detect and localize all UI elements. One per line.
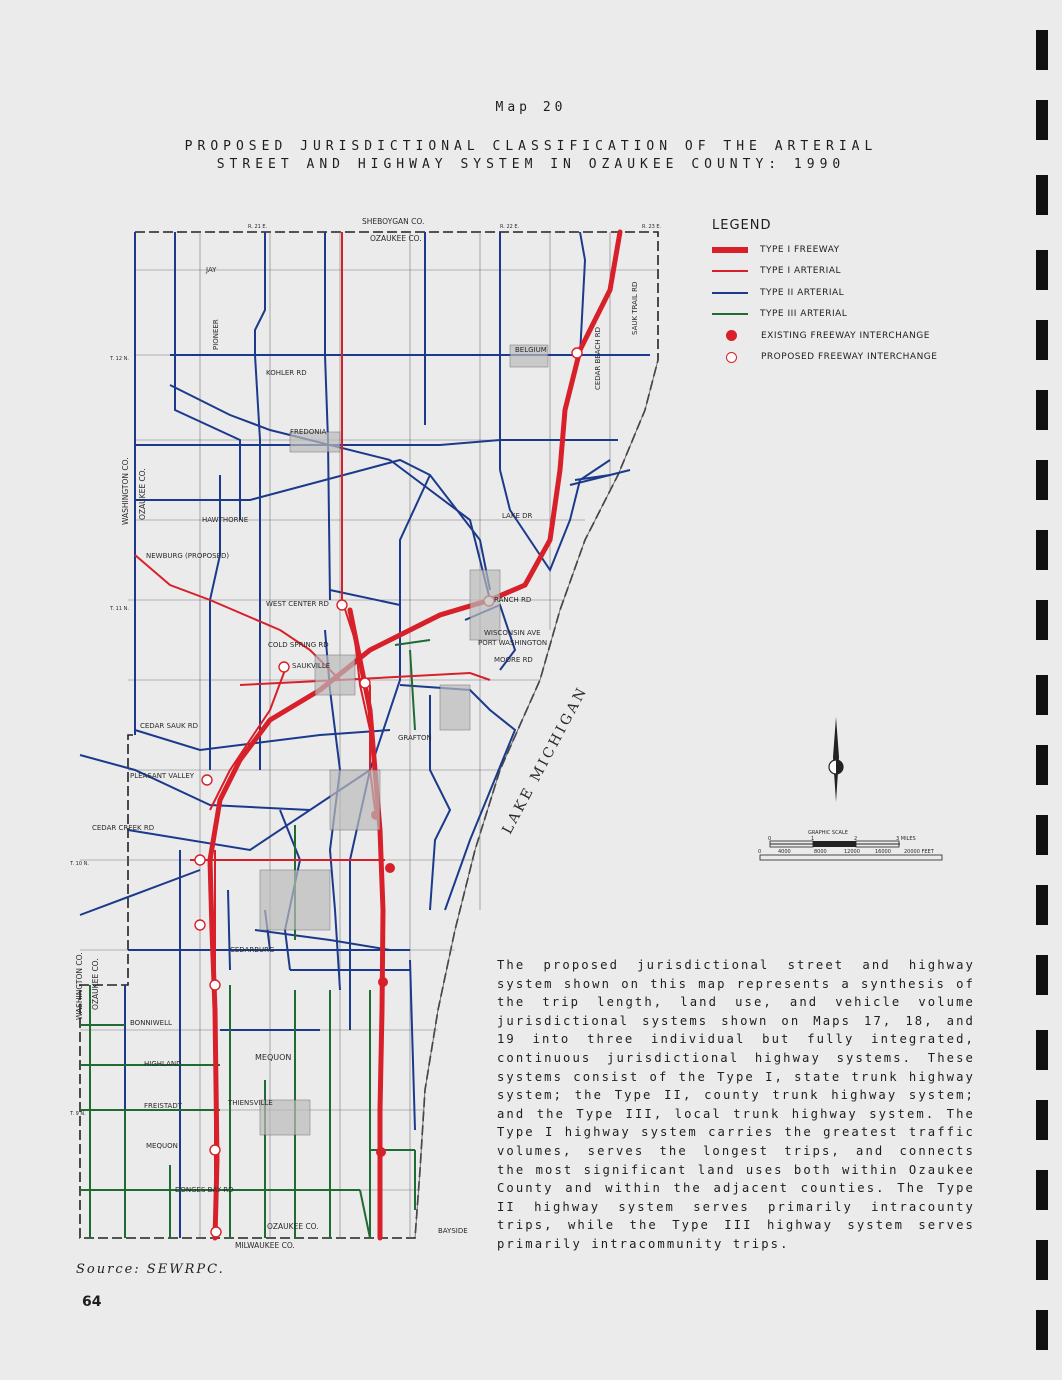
label-county-bottom-sub: OZAUKEE CO. <box>267 1222 319 1231</box>
label-road: DONGES BAY RD <box>175 1186 234 1194</box>
label-road: WEST CENTER RD <box>266 600 329 608</box>
label-place: BAYSIDE <box>438 1227 468 1235</box>
label-place: THIENSVILLE <box>228 1099 273 1107</box>
label-road: CEDAR CREEK RD <box>92 824 155 832</box>
label-ranges: R. 22 E. <box>500 224 520 230</box>
binding-mark <box>1036 100 1048 140</box>
page-number: 64 <box>82 1294 102 1310</box>
binding-mark <box>1036 885 1048 925</box>
binding-mark <box>1036 1240 1048 1280</box>
label-road: BONNIWELL <box>130 1019 172 1027</box>
label-lake: LAKE MICHIGAN <box>499 683 592 837</box>
type-iii-arterials <box>80 640 430 1238</box>
type-iii-arterial-swatch <box>712 313 748 315</box>
scale-title: GRAPHIC SCALE <box>808 830 848 836</box>
legend-item-type-iii-arterial <box>712 304 972 326</box>
map-number: Map 20 <box>495 100 567 115</box>
proposed-interchange <box>572 348 582 358</box>
label-place: PORT WASHINGTON <box>478 639 548 647</box>
legend-item-type-ii-arterial <box>712 282 972 304</box>
existing-interchange <box>376 1147 386 1157</box>
label-place: FREDONIA <box>290 428 327 436</box>
binding-mark <box>1036 1310 1048 1350</box>
north-arrow-and-scale <box>750 712 950 872</box>
proposed-interchange <box>211 1227 221 1237</box>
binding-mark <box>1036 1100 1048 1140</box>
binding-mark <box>1036 175 1048 215</box>
label-county-west-1: WASHINGTON CO. <box>121 457 130 525</box>
label-place: CEDARBURG <box>230 946 275 954</box>
binding-mark <box>1036 320 1048 360</box>
label-road: FREISTADT <box>144 1102 183 1110</box>
label-road: KOHLER RD <box>266 369 307 377</box>
scale-mile-3: 3 MILES <box>896 836 916 842</box>
freeway-swatch <box>712 247 748 253</box>
label-place: JAY <box>206 266 217 274</box>
description-paragraph: The proposed jurisdictional street and highway system shown on this map represents a synthesis of the trip length, land use, and vehicle volume jurisdictional systems shown on Maps 17, 18, and 19 into three individual but fully integrated, continuous jurisdictional highway systems. These systems consist of the Type I, state trunk highway system; the Type II, county trunk highway system; and the Type III, local trunk highway system. The Type I highway system carries the greatest traffic volumes, serves the longest trips, and connects the most significant land uses both within Ozaukee County and within the adjacent counties. The Type II highway system serves primarily intracounty trips, while the Type III highway system serves primarily intracommunity trips. <box>497 958 975 1251</box>
label-road: CEDAR SAUK RD <box>140 722 199 730</box>
legend-item-existing-interchange <box>712 325 972 347</box>
binding-mark <box>1036 460 1048 500</box>
source-note: Source: SEWRPC. <box>76 1262 225 1277</box>
label-township: T. 12 N. <box>110 356 129 362</box>
page-title <box>0 138 1062 174</box>
label-road: COLD SPRING RD <box>268 641 329 649</box>
scale-feet-4: 16000 <box>875 849 891 855</box>
type-i-arterial-swatch <box>712 270 748 272</box>
label-county-top-sub: OZAUKEE CO. <box>370 234 422 243</box>
binding-mark <box>1036 1030 1048 1070</box>
open-dot-icon <box>726 352 737 363</box>
label-place: BELGIUM <box>515 346 547 354</box>
legend-title: LEGEND <box>712 218 772 233</box>
label-township: T. 9 N. <box>70 1111 86 1117</box>
binding-mark <box>1036 955 1048 995</box>
binding-marks <box>1036 0 1050 1380</box>
legend-label: TYPE II ARTERIAL <box>760 287 845 298</box>
scale-feet-2: 8000 <box>814 849 827 855</box>
label-road: PIONEER <box>212 319 220 350</box>
label-place: HAWTHORNE <box>202 516 249 524</box>
label-place: LAKE DR <box>502 512 533 520</box>
label-ranges: R. 23 E. <box>642 224 662 230</box>
label-township: T. 10 N. <box>70 861 89 867</box>
binding-mark <box>1036 745 1048 785</box>
legend-label: EXISTING FREEWAY INTERCHANGE <box>761 330 930 341</box>
binding-mark <box>1036 530 1048 570</box>
proposed-interchange <box>202 775 212 785</box>
legend <box>712 218 972 368</box>
title-line-1: PROPOSED JURISDICTIONAL CLASSIFICATION OF THE ARTERIAL <box>184 139 878 154</box>
label-ranges: R. 21 E. <box>248 224 268 230</box>
proposed-interchange <box>337 600 347 610</box>
label-county-west-1-sub: OZAUKEE CO. <box>138 468 147 520</box>
proposed-interchange <box>279 662 289 672</box>
legend-item-proposed-interchange <box>712 347 972 369</box>
label-road: HIGHLAND <box>144 1060 182 1068</box>
binding-mark <box>1036 1170 1048 1210</box>
binding-mark <box>1036 390 1048 430</box>
scale-mile-1: 1 <box>811 836 815 842</box>
legend-label: PROPOSED FREEWAY INTERCHANGE <box>761 352 938 363</box>
proposed-interchange <box>195 855 205 865</box>
label-place: MEQUON <box>255 1053 292 1062</box>
scale-mile-2: 2 <box>854 836 858 842</box>
proposed-interchange <box>210 1145 220 1155</box>
binding-mark <box>1036 600 1048 640</box>
label-road: WISCONSIN AVE <box>484 629 541 637</box>
scale-feet-3: 12000 <box>844 849 860 855</box>
binding-mark <box>1036 815 1048 855</box>
label-county-bottom: MILWAUKEE CO. <box>235 1241 295 1250</box>
scale-feet-5: 20000 FEET <box>904 849 934 855</box>
type-ii-arterial-swatch <box>712 292 748 294</box>
scale-feet-1: 4000 <box>778 849 791 855</box>
binding-mark <box>1036 675 1048 715</box>
label-road: MEQUON <box>146 1142 178 1150</box>
proposed-interchange <box>210 980 220 990</box>
label-place: NEWBURG (PROPOSED) <box>146 552 230 560</box>
legend-item-type-i-arterial <box>712 261 972 283</box>
label-place: SAUKVILLE <box>292 662 331 670</box>
label-county-west-2: WASHINGTON CO. <box>75 952 84 1020</box>
label-road: CEDAR BEACH RD <box>594 327 602 390</box>
label-road: RANCH RD <box>494 596 532 604</box>
filled-dot-icon <box>726 330 737 341</box>
proposed-interchange <box>360 678 370 688</box>
label-county-top: SHEBOYGAN CO. <box>362 217 425 226</box>
label-county-west-2-sub: OZAUKEE CO. <box>91 958 100 1010</box>
existing-interchange <box>378 977 388 987</box>
legend-label: TYPE I FREEWAY <box>760 244 840 255</box>
label-place: GRAFTON <box>398 734 432 742</box>
label-road: PLEASANT VALLEY <box>130 772 195 780</box>
label-township: T. 11 N. <box>110 606 129 612</box>
scale-mile-0: 0 <box>768 836 772 842</box>
proposed-interchange <box>195 920 205 930</box>
label-road: SAUK TRAIL RD <box>631 281 639 335</box>
binding-mark <box>1036 30 1048 70</box>
legend-item-freeway <box>712 239 972 261</box>
legend-label: TYPE I ARTERIAL <box>760 266 842 277</box>
legend-label: TYPE III ARTERIAL <box>760 309 848 320</box>
scale-feet-0: 0 <box>758 849 762 855</box>
binding-mark <box>1036 250 1048 290</box>
label-road: MOORE RD <box>494 656 533 664</box>
existing-interchange <box>385 863 395 873</box>
title-line-2: STREET AND HIGHWAY SYSTEM IN OZAUKEE COUNTY: 1990 <box>216 157 846 172</box>
